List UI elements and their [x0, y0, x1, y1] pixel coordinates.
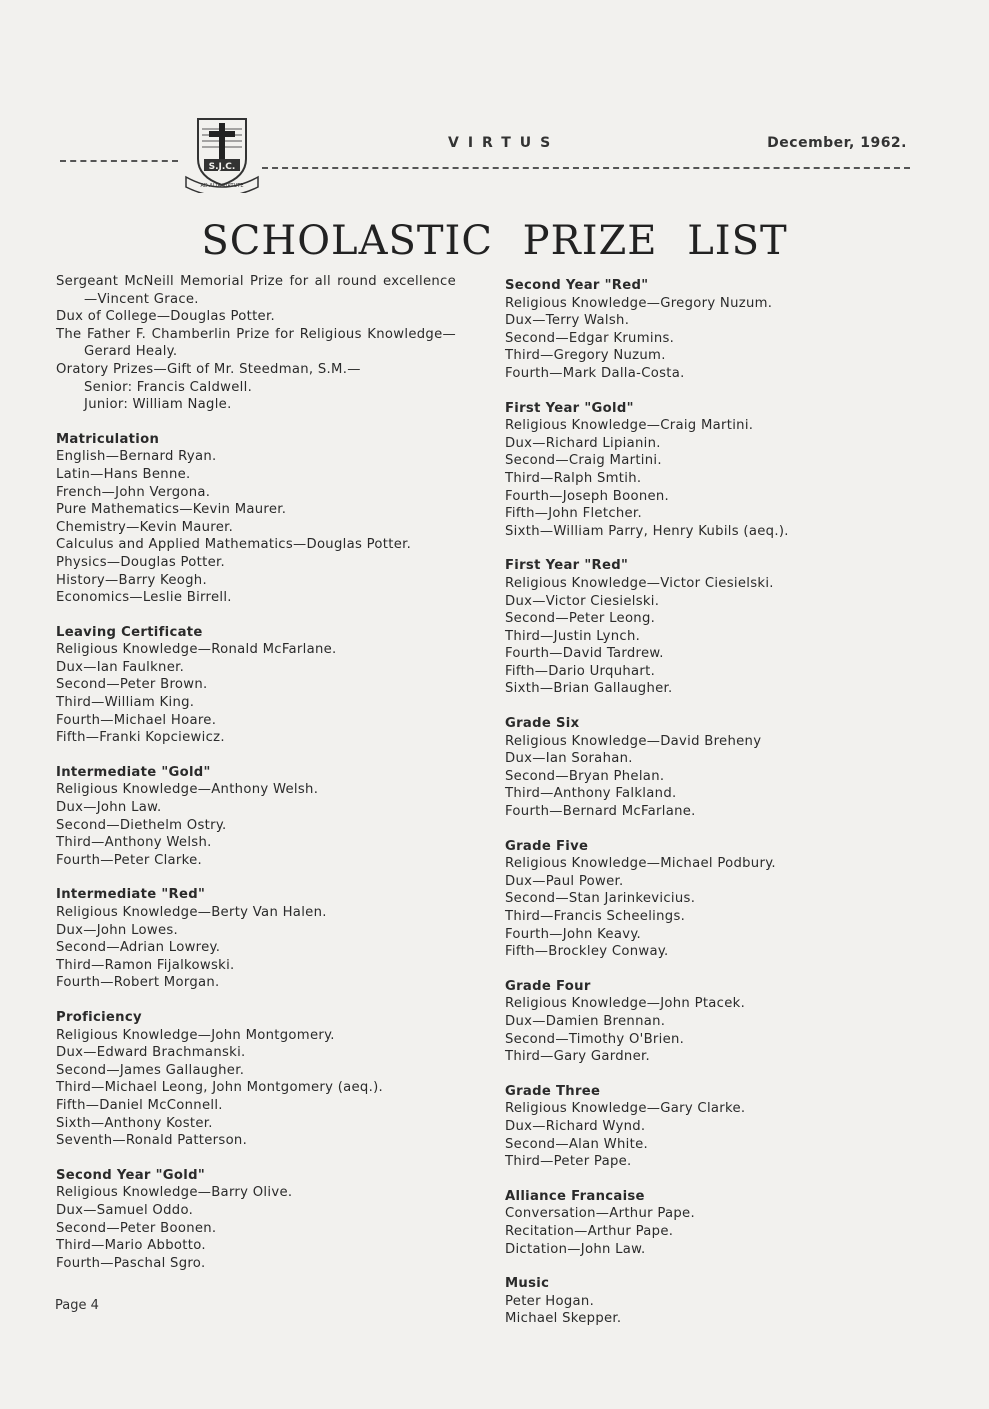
crest-motto: AD ALTA VIRTUTE	[200, 183, 244, 189]
section-heading: Matriculation	[56, 431, 160, 447]
prize-line: Religious Knowledge—Gregory Nuzum.	[505, 295, 773, 311]
prize-line: Conversation—Arthur Pape.	[505, 1206, 695, 1222]
prize-section	[505, 715, 840, 821]
prize-line: Physics—Douglas Potter.	[56, 554, 226, 570]
prize-line: Dux—Ian Faulkner.	[56, 659, 185, 675]
prize-line: Fourth—Paschal Sgro.	[56, 1255, 206, 1271]
prize-line: Fifth—Brockley Conway.	[505, 944, 669, 960]
section-heading: Grade Six	[505, 716, 580, 732]
prize-section	[56, 1167, 456, 1273]
section-heading: Alliance Francaise	[505, 1188, 645, 1204]
prize-line: Fourth—David Tardrew.	[505, 646, 664, 662]
prize-line: Religious Knowledge—Barry Olive.	[56, 1185, 293, 1201]
prize-section	[505, 1083, 840, 1171]
prize-line: Second—Peter Boonen.	[56, 1220, 217, 1236]
section-heading: Intermediate "Red"	[56, 887, 206, 903]
prize-line: Fifth—John Fletcher.	[505, 506, 642, 522]
prize-line: French—John Vergona.	[56, 484, 211, 500]
intro-line: Senior: Francis Caldwell.	[84, 379, 253, 395]
prize-line: Dux—John Lowes.	[56, 922, 179, 938]
prize-line: Religious Knowledge—John Montgomery.	[56, 1027, 335, 1043]
prize-line: Fourth—Joseph Boonen.	[505, 488, 670, 504]
prize-line: Seventh—Ronald Patterson.	[56, 1133, 248, 1149]
section-heading: First Year "Gold"	[505, 400, 634, 416]
prize-line: Third—William King.	[56, 695, 195, 711]
prize-section	[56, 764, 456, 870]
prize-line: Pure Mathematics—Kevin Maurer.	[56, 502, 287, 518]
intro-line: The Father F. Chamberlin Prize for Religious Knowledge—Gerard Healy.	[56, 326, 456, 360]
prize-line: Religious Knowledge—Craig Martini.	[505, 418, 754, 434]
prize-line: Michael Skepper.	[505, 1311, 622, 1327]
prize-line: Religious Knowledge—Ronald McFarlane.	[56, 642, 337, 658]
prize-line: Religious Knowledge—Anthony Welsh.	[56, 782, 319, 798]
prize-section	[505, 400, 840, 541]
prize-line: Fourth—Robert Morgan.	[56, 975, 220, 991]
prize-line: Second—Adrian Lowrey.	[56, 940, 221, 956]
magazine-title: VIRTUS	[448, 135, 560, 151]
prize-line: Fifth—Dario Urquhart.	[505, 663, 656, 679]
prize-line: Sixth—Brian Gallaugher.	[505, 681, 673, 697]
prize-line: Economics—Leslie Birrell.	[56, 590, 232, 606]
prize-line: Third—Anthony Falkland.	[505, 786, 677, 802]
prize-line: Fourth—Bernard McFarlane.	[505, 804, 696, 820]
left-column	[56, 273, 456, 1272]
prize-section	[505, 978, 840, 1066]
header-rule-right	[262, 167, 910, 169]
prize-line: Dux—Richard Wynd.	[505, 1118, 646, 1134]
prize-line: Dux—Damien Brennan.	[505, 1013, 666, 1029]
intro-line: Sergeant McNeill Memorial Prize for all round excellence—Vincent Grace.	[56, 274, 456, 307]
section-heading: Intermediate "Gold"	[56, 764, 211, 780]
section-heading: Proficiency	[56, 1009, 142, 1025]
prize-line: Sixth—William Parry, Henry Kubils (aeq.).	[505, 523, 789, 539]
prize-line: Fifth—Daniel McConnell.	[56, 1097, 223, 1113]
prize-section	[505, 277, 840, 383]
prize-section	[56, 431, 456, 607]
prize-line: Latin—Hans Benne.	[56, 466, 191, 482]
issue-date: December, 1962.	[767, 135, 907, 151]
prize-line: Dux—Paul Power.	[505, 873, 624, 889]
prize-line: Second—Stan Jarinkevicius.	[505, 891, 696, 907]
prize-line: Second—Diethelm Ostry.	[56, 817, 227, 833]
prize-line: Dux—John Law.	[56, 800, 162, 816]
prize-line: Second—Peter Leong.	[505, 611, 656, 627]
prize-line: Third—Justin Lynch.	[505, 628, 641, 644]
college-crest-icon	[184, 115, 260, 193]
section-heading: Second Year "Red"	[505, 278, 649, 293]
prize-line: Religious Knowledge—David Breheny	[505, 733, 762, 749]
prize-line: Dictation—John Law.	[505, 1241, 646, 1257]
page-title: SCHOLASTIC PRIZE LIST	[201, 218, 788, 264]
prize-line: Second—Peter Brown.	[56, 677, 208, 693]
prize-line: History—Barry Keogh.	[56, 572, 207, 588]
prize-line: Recitation—Arthur Pape.	[505, 1223, 674, 1239]
prize-line: Second—Craig Martini.	[505, 453, 662, 469]
prize-line: Fourth—Michael Hoare.	[56, 712, 217, 728]
section-heading: Grade Four	[505, 978, 591, 994]
page-header	[0, 105, 989, 195]
intro-line: Oratory Prizes—Gift of Mr. Steedman, S.M.—	[56, 361, 361, 377]
prize-line: Fifth—Franki Kopciewicz.	[56, 730, 225, 746]
prize-line: Dux—Edward Brachmanski.	[56, 1045, 246, 1061]
prize-line: Religious Knowledge—John Ptacek.	[505, 996, 746, 1012]
prize-line: Dux—Samuel Oddo.	[56, 1202, 194, 1218]
right-column	[505, 273, 840, 1328]
prize-line: Second—James Gallaugher.	[56, 1062, 245, 1078]
intro-line: Junior: William Nagle.	[84, 397, 232, 413]
prize-line: Peter Hogan.	[505, 1293, 595, 1309]
prize-line: Dux—Richard Lipianin.	[505, 435, 661, 451]
prize-line: English—Bernard Ryan.	[56, 449, 217, 465]
prize-section	[56, 624, 456, 747]
prize-line: Third—Peter Pape.	[505, 1154, 632, 1170]
prize-line: Calculus and Applied Mathematics—Douglas Potter.	[56, 537, 412, 553]
prize-line: Fourth—John Keavy.	[505, 926, 642, 942]
prize-line: Third—Mario Abbotto.	[56, 1238, 206, 1254]
section-heading: Grade Three	[505, 1083, 601, 1099]
prize-line: Third—Ramon Fijalkowski.	[56, 957, 235, 973]
prize-section	[56, 1009, 456, 1150]
prize-section	[505, 1188, 840, 1258]
prize-line: Second—Alan White.	[505, 1136, 648, 1152]
section-heading: Music	[505, 1276, 550, 1292]
prize-line: Religious Knowledge—Victor Ciesielski.	[505, 575, 774, 591]
prize-line: Third—Gregory Nuzum.	[505, 348, 666, 364]
prize-line: Second—Edgar Krumins.	[505, 330, 675, 346]
prize-line: Second—Bryan Phelan.	[505, 768, 665, 784]
prize-line: Dux—Terry Walsh.	[505, 313, 630, 329]
prize-line: Fourth—Mark Dalla-Costa.	[505, 365, 685, 381]
prize-line: Second—Timothy O'Brien.	[505, 1031, 685, 1047]
prize-line: Third—Michael Leong, John Montgomery (aeq.).	[56, 1080, 384, 1096]
prize-line: Third—Gary Gardner.	[505, 1049, 650, 1065]
prize-line: Dux—Victor Ciesielski.	[505, 593, 660, 609]
prize-section	[56, 886, 456, 992]
section-heading: Leaving Certificate	[56, 624, 203, 640]
page-number: Page 4	[55, 1298, 99, 1313]
prize-line: Religious Knowledge—Berty Van Halen.	[56, 905, 327, 920]
prize-line: Sixth—Anthony Koster.	[56, 1115, 213, 1131]
section-heading: Second Year "Gold"	[56, 1167, 205, 1183]
section-heading: First Year "Red"	[505, 558, 629, 574]
prize-section	[505, 1275, 840, 1328]
prize-line: Religious Knowledge—Gary Clarke.	[505, 1101, 746, 1117]
prize-line: Fourth—Peter Clarke.	[56, 852, 203, 868]
prize-line: Dux—Ian Sorahan.	[505, 751, 633, 767]
crest-initials: S.J.C.	[208, 162, 236, 172]
intro-line: Dux of College—Douglas Potter.	[56, 309, 275, 325]
section-heading: Grade Five	[505, 838, 589, 854]
prize-line: Third—Anthony Welsh.	[56, 835, 212, 851]
prize-line: Third—Francis Scheelings.	[505, 909, 686, 924]
header-rule-left	[60, 160, 178, 162]
prize-section	[505, 838, 840, 961]
prize-line: Religious Knowledge—Michael Podbury.	[505, 856, 776, 872]
prize-line: Third—Ralph Smtih.	[505, 470, 642, 486]
prize-line: Chemistry—Kevin Maurer.	[56, 519, 234, 535]
prize-section	[505, 557, 840, 698]
